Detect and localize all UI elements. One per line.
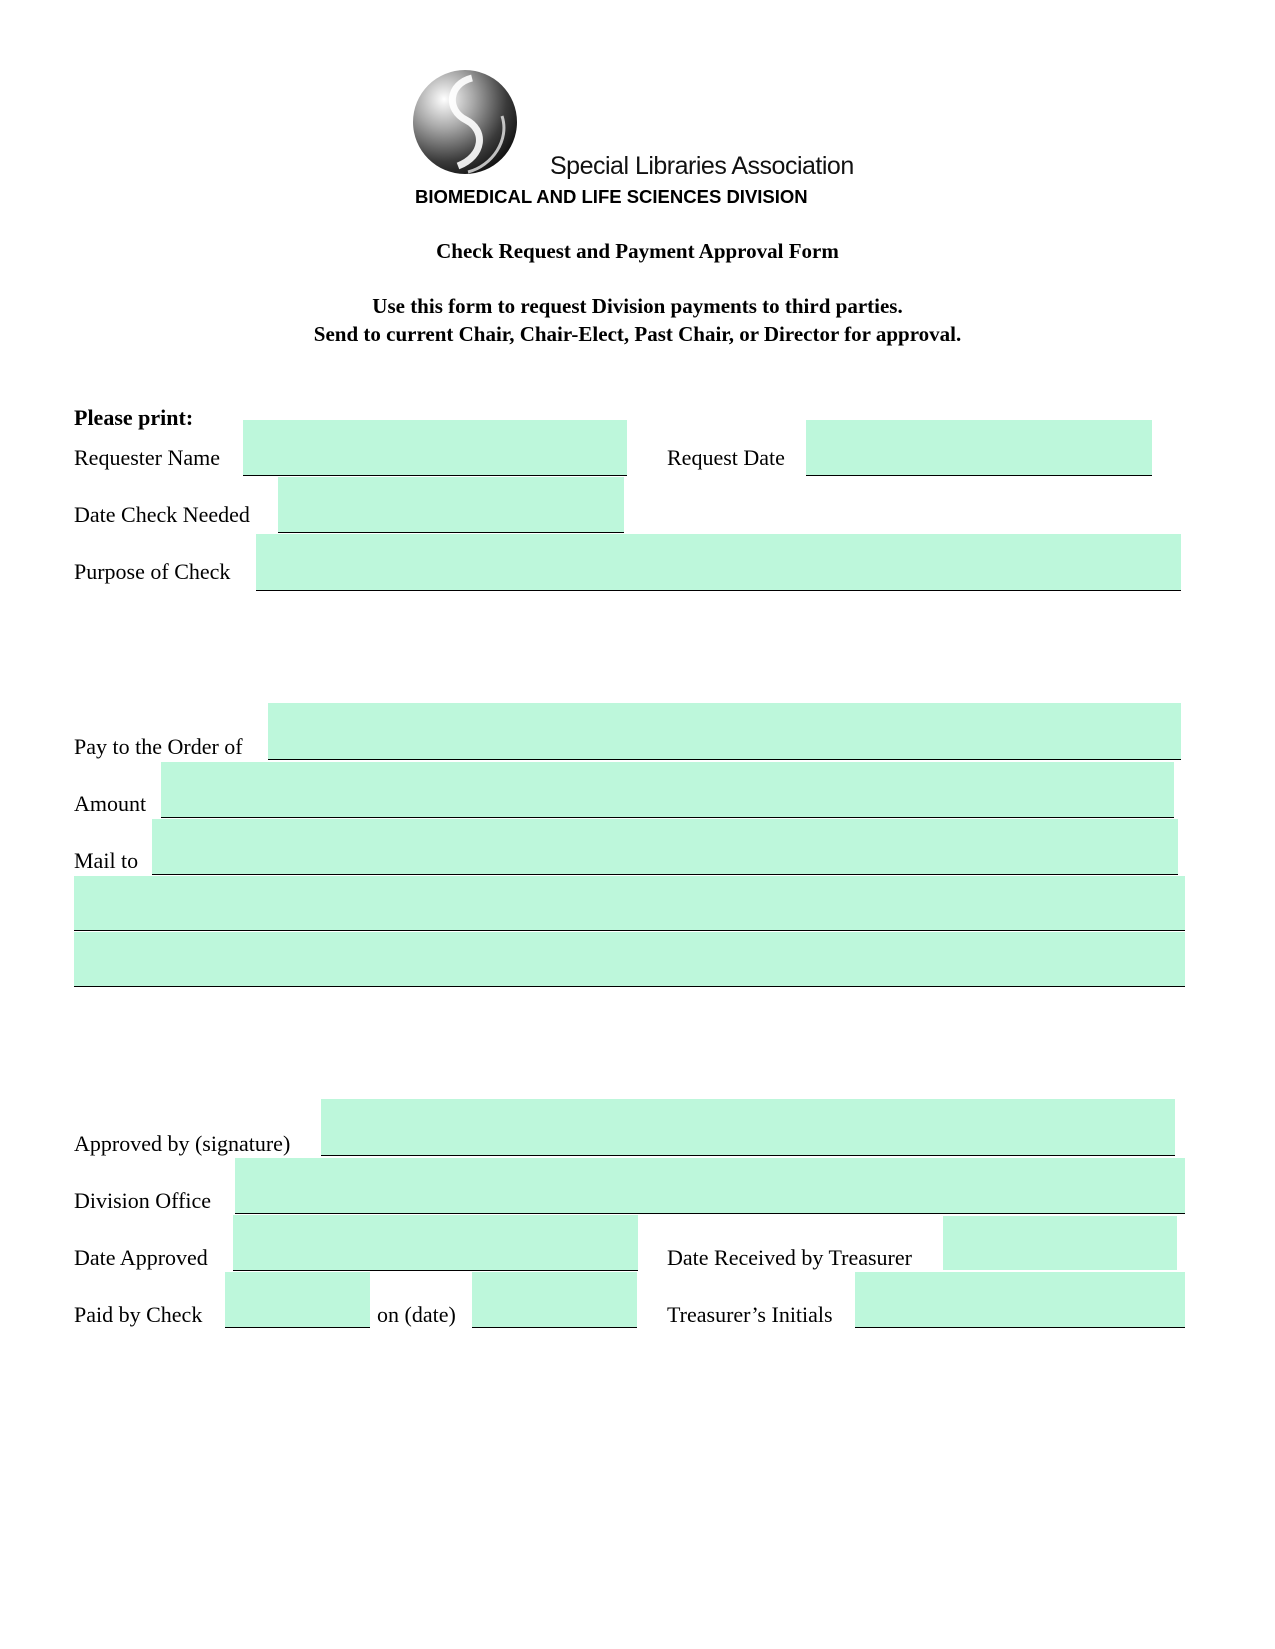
paid-by-check-label: Paid by Check <box>74 1302 203 1327</box>
amount-field[interactable] <box>161 762 1174 818</box>
division-office-field[interactable] <box>235 1158 1185 1214</box>
division-office-underline <box>235 1213 1185 1214</box>
division-name: BIOMEDICAL AND LIFE SCIENCES DIVISION <box>415 186 808 207</box>
requester-name-underline <box>243 475 627 476</box>
approved-by-underline <box>321 1155 1175 1156</box>
mail-to-label: Mail to <box>74 848 139 873</box>
mail-to-underline <box>152 874 1178 875</box>
date-approved-label: Date Approved <box>74 1245 208 1270</box>
paid-by-check-underline <box>225 1327 370 1328</box>
on-date-label: on (date) <box>377 1302 456 1327</box>
sla-swirl-logo-icon <box>410 70 530 180</box>
mail-to-field[interactable] <box>152 819 1178 875</box>
date-approved-field[interactable] <box>233 1215 638 1271</box>
request-date-label: Request Date <box>667 445 785 470</box>
date-check-needed-underline <box>278 532 624 533</box>
request-date-field[interactable] <box>806 420 1152 476</box>
mail-to-line-3-field[interactable] <box>74 932 1185 987</box>
approved-by-signature-field[interactable] <box>321 1099 1175 1156</box>
purpose-of-check-label: Purpose of Check <box>74 559 231 584</box>
please-print-label: Please print: <box>74 405 194 430</box>
date-check-needed-field[interactable] <box>278 477 624 533</box>
form-title: Check Request and Payment Approval Form <box>436 239 839 263</box>
on-date-field[interactable] <box>472 1272 637 1328</box>
instructions-line-1: Use this form to request Division payments to third parties. <box>372 294 903 318</box>
purpose-of-check-field[interactable] <box>256 534 1181 591</box>
amount-label: Amount <box>74 791 147 816</box>
treasurers-initials-field[interactable] <box>855 1272 1185 1328</box>
pay-to-order-underline <box>268 759 1181 760</box>
treasurers-initials-underline <box>855 1327 1185 1328</box>
paid-by-check-field[interactable] <box>225 1272 370 1328</box>
date-received-field[interactable] <box>943 1216 1177 1270</box>
mail-to-line-3-underline <box>74 986 1185 987</box>
mail-to-line-2-field[interactable] <box>74 876 1185 931</box>
treasurers-initials-label: Treasurer’s Initials <box>667 1302 833 1327</box>
pay-to-order-label: Pay to the Order of <box>74 734 243 759</box>
date-approved-underline <box>233 1270 638 1271</box>
mail-to-line-2-underline <box>74 930 1185 931</box>
requester-name-label: Requester Name <box>74 445 220 470</box>
date-received-label: Date Received by Treasurer <box>667 1245 912 1270</box>
instructions-line-2: Send to current Chair, Chair-Elect, Past Chair, or Director for approval. <box>313 322 962 346</box>
org-name: Special Libraries Association <box>550 152 854 180</box>
on-date-underline <box>472 1327 637 1328</box>
date-check-needed-label: Date Check Needed <box>74 502 250 527</box>
purpose-of-check-underline <box>256 590 1181 591</box>
requester-name-field[interactable] <box>243 420 627 476</box>
pay-to-order-field[interactable] <box>268 703 1181 760</box>
approved-by-label: Approved by (signature) <box>74 1131 291 1156</box>
request-date-underline <box>806 475 1152 476</box>
amount-underline <box>161 817 1174 818</box>
division-office-label: Division Office <box>74 1188 212 1213</box>
